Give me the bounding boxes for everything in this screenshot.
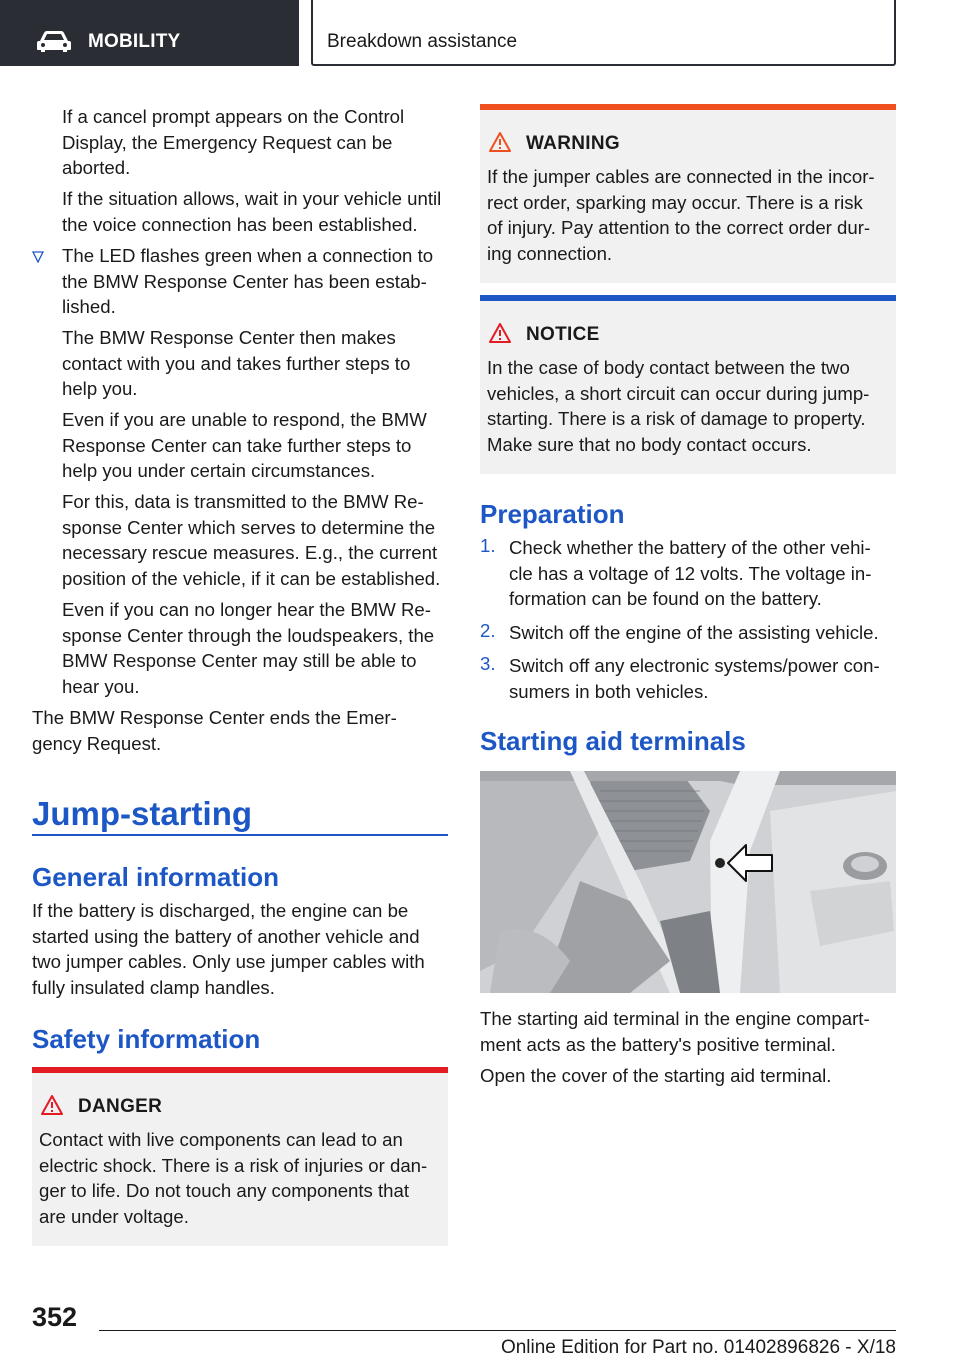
step-number: 1. [480,535,496,556]
response-steps-text [62,325,410,402]
text-line: hear you. [62,675,140,697]
text-line: lished. [62,296,116,317]
text-line: Check whether the battery of the other vehi- [509,537,871,558]
engine-compartment-photo [480,771,896,993]
text-line: Make sure that no body contact occurs. [487,433,812,455]
text-line: aborted. [62,157,131,178]
chapter-tab [311,0,896,66]
text-line: cle has a voltage of 12 volts. The voltage in- [509,562,872,584]
step-text [509,620,879,646]
engine-illustration [480,771,896,993]
step-number: 2. [480,620,496,641]
text-line: two jumper cables. Only use jumper cables with [32,951,425,972]
text-line: Even if you are unable to respond, the BMW [62,409,427,430]
text-line: BMW Response Center may still be able to [62,650,417,671]
text-line: are under voltage. [39,1205,189,1227]
danger-title: DANGER [78,1096,163,1117]
wait-text [62,186,441,237]
edition-note: Online Edition for Part no. 01402896826 - X/18 [500,1337,896,1358]
text-line: Switch off the engine of the assisting vehicle. [509,622,879,643]
text-line: sumers in both vehicles. [509,680,709,702]
text-line: the voice connection has been established. [62,213,418,235]
text-line: help you under certain circumstances. [62,460,376,481]
terminal-description [480,1006,870,1057]
step-text [509,653,880,704]
text-line: electric shock. There is a risk of injuries or dan- [39,1154,428,1176]
heading-starting-aid-terminals: Starting aid terminals [480,726,746,756]
text-line: Contact with live components can lead to an [39,1129,403,1150]
cancel-prompt-text [62,104,404,181]
warning-title: WARNING [526,133,620,154]
heading-jump-starting: Jump-starting [32,795,253,832]
danger-bar [32,1067,448,1073]
text-line: help you. [62,378,138,399]
text-line: fully insulated clamp handles. [32,976,275,998]
general-information-text [32,898,425,1000]
text-line: sponse Center through the loudspeakers, the [62,624,435,646]
bullet-triangle-icon [32,251,44,263]
text-line: Switch off any electronic systems/power con- [509,655,880,676]
page-number: 352 [32,1302,78,1332]
text-line: If the situation allows, wait in your vehicle until [62,188,442,209]
notice-triangle-icon [488,322,512,344]
chapter-title: Breakdown assistance [327,31,518,52]
warning-bar [480,104,896,110]
notice-box [480,295,896,474]
text-line: If the battery is discharged, the engine can be [32,900,409,921]
text-line: If the jumper cables are connected in the incor- [487,166,875,187]
text-line: rect order, sparking may occur. There is a risk [487,191,863,213]
led-text [62,243,433,320]
text-line: started using the battery of another vehicle and [32,925,420,947]
text-line: necessary rescue measures. E.g., the current [62,542,438,563]
heading-safety-information: Safety information [32,1024,261,1054]
text-line: vehicles, a short circuit can occur during jump- [487,382,870,404]
text-line: starting. There is a risk of damage to property. [487,408,866,429]
text-line: The BMW Response Center then makes [62,327,396,348]
step-number: 3. [480,653,496,674]
text-line: ing connection. [487,242,613,264]
text-line: If a cancel prompt appears on the Control [62,106,405,127]
section-label: MOBILITY [88,31,181,52]
notice-bar [480,295,896,301]
ends-request-text [32,705,397,756]
danger-body [39,1127,427,1229]
text-line: of injury. Pay attention to the correct order dur- [487,217,871,238]
warning-box [480,104,896,283]
text-line: Display, the Emergency Request can be [62,131,393,153]
heading-rule [32,834,448,836]
warning-triangle-icon [488,131,512,153]
notice-body [487,355,869,457]
text-line: Response Center can take further steps to [62,434,412,456]
warning-body [487,164,875,266]
text-line: gency Request. [32,732,162,754]
data-transmit-text [62,489,440,591]
page-header [0,0,960,66]
unable-respond-text [62,407,427,484]
notice-title: NOTICE [526,324,600,345]
hear-text [62,597,434,699]
danger-box [32,1067,448,1246]
text-line: The LED flashes green when a connection to [62,245,434,266]
text-line: sponse Center which serves to determine the [62,516,436,538]
text-line: For this, data is transmitted to the BMW Re- [62,491,424,512]
footer-rule [99,1330,896,1331]
step-text [509,535,871,612]
warning-triangle-icon [40,1094,64,1116]
text-line: The BMW Response Center ends the Emer- [32,707,397,728]
heading-preparation: Preparation [480,499,625,529]
text-line: ger to life. Do not touch any components that [39,1180,410,1201]
open-cover-text: Open the cover of the starting aid terminal. [480,1065,832,1086]
text-line: the BMW Response Center has been estab- [62,270,427,292]
text-line: In the case of body contact between the two [487,357,850,378]
heading-general-information: General information [32,862,280,892]
text-line: position of the vehicle, if it can be established. [62,567,441,589]
text-line: The starting aid terminal in the engine compart- [480,1008,870,1029]
text-line: formation can be found on the battery. [509,588,822,609]
text-line: Even if you can no longer hear the BMW Re- [62,599,431,620]
text-line: ment acts as the battery's positive terminal. [480,1033,836,1055]
text-line: contact with you and takes further steps to [62,352,411,374]
section-tab [0,0,299,66]
car-icon [36,29,72,53]
